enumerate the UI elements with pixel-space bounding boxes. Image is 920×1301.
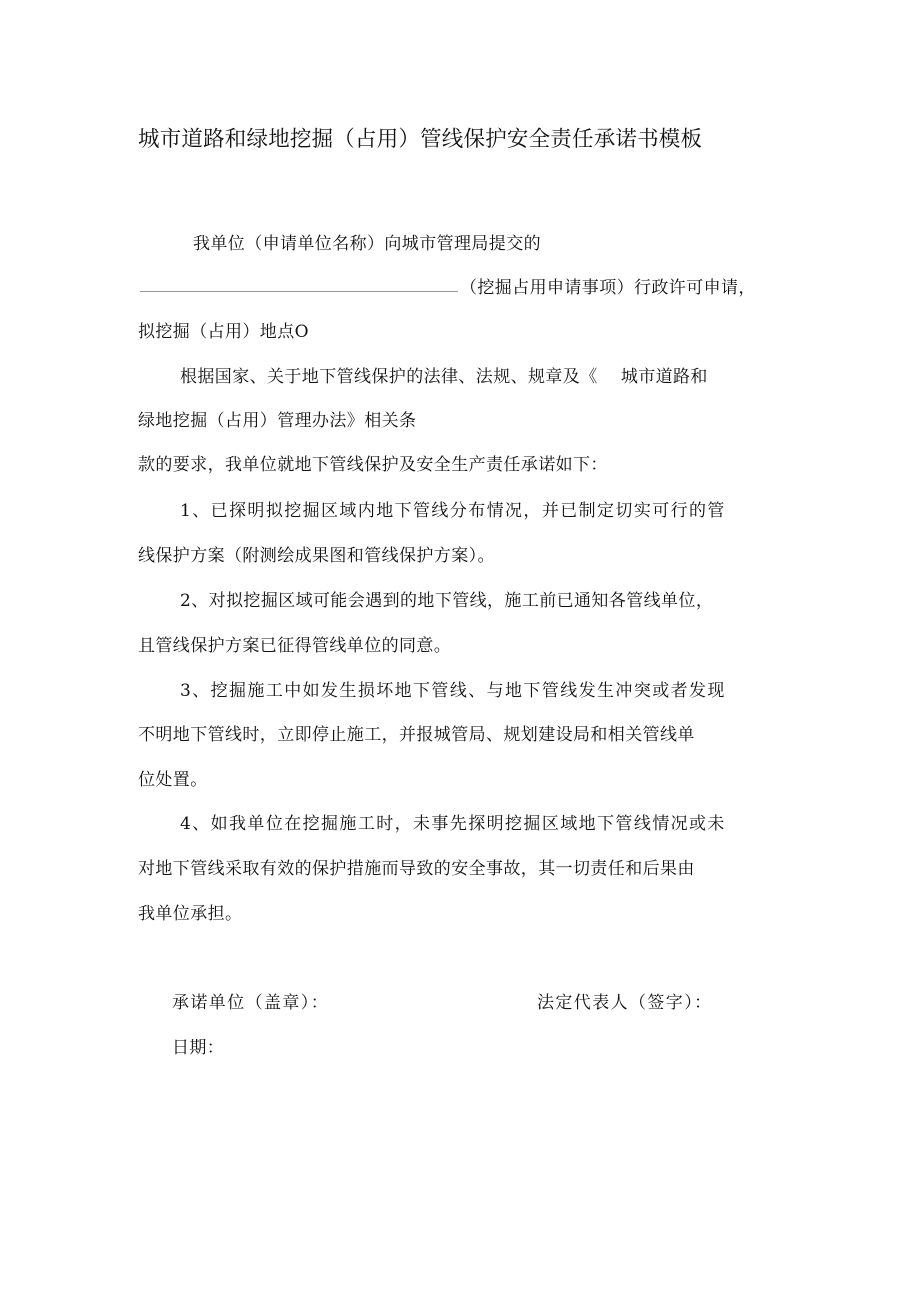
intro-line-3: 拟挖掘（占用）地点O xyxy=(138,322,309,342)
basis-line-3: 款的要求，我单位就地下管线保护及安全生产责任承诺如下： xyxy=(138,455,608,475)
item-3-line-3: 位处置。 xyxy=(138,770,208,790)
document-title: 城市道路和绿地挖掘（占用）管线保护安全责任承诺书模板 xyxy=(138,127,703,152)
application-blank-line xyxy=(140,291,458,292)
item-4-line-2: 对地下管线采取有效的保护措施而导致的安全事故，其一切责任和后果由 xyxy=(138,859,695,879)
item-3-line-1: 3、挖掘施工中如发生损坏地下管线、与地下管线发生冲突或者发现 xyxy=(180,681,726,701)
promising-unit-label: 承诺单位（盖章）： xyxy=(172,993,330,1013)
intro-line-2: （挖掘占用申请事项）行政许可申请， xyxy=(460,278,756,298)
legal-representative-label: 法定代表人（签字）： xyxy=(537,993,713,1013)
item-1-line-2: 线保护方案（附测绘成果图和管线保护方案）。 xyxy=(138,546,495,566)
item-4-line-1: 4、如我单位在挖掘施工时，未事先探明挖掘区域地下管线情况或未 xyxy=(180,814,726,834)
item-2-line-2: 且管线保护方案已征得管线单位的同意。 xyxy=(138,636,452,656)
date-label: 日期： xyxy=(172,1038,225,1058)
item-4-line-3: 我单位承担。 xyxy=(138,904,243,924)
item-2-line-1: 2、对拟挖掘区域可能会遇到的地下管线，施工前已通知各管线单位， xyxy=(180,591,714,611)
basis-line-1: 根据国家、关于地下管线保护的法律、法规、规章及《 城市道路和 xyxy=(180,367,708,387)
item-1-line-1: 1、已探明拟挖掘区域内地下管线分布情况，并已制定切实可行的管 xyxy=(180,501,726,521)
intro-line-1: 我单位（申请单位名称）向城市管理局提交的 xyxy=(193,234,541,254)
basis-line-2: 绿地挖掘（占用）管理办法》相关条 xyxy=(138,411,417,431)
item-3-line-2: 不明地下管线时，立即停止施工，并报城管局、规划建设局和相关管线单 xyxy=(138,725,695,745)
